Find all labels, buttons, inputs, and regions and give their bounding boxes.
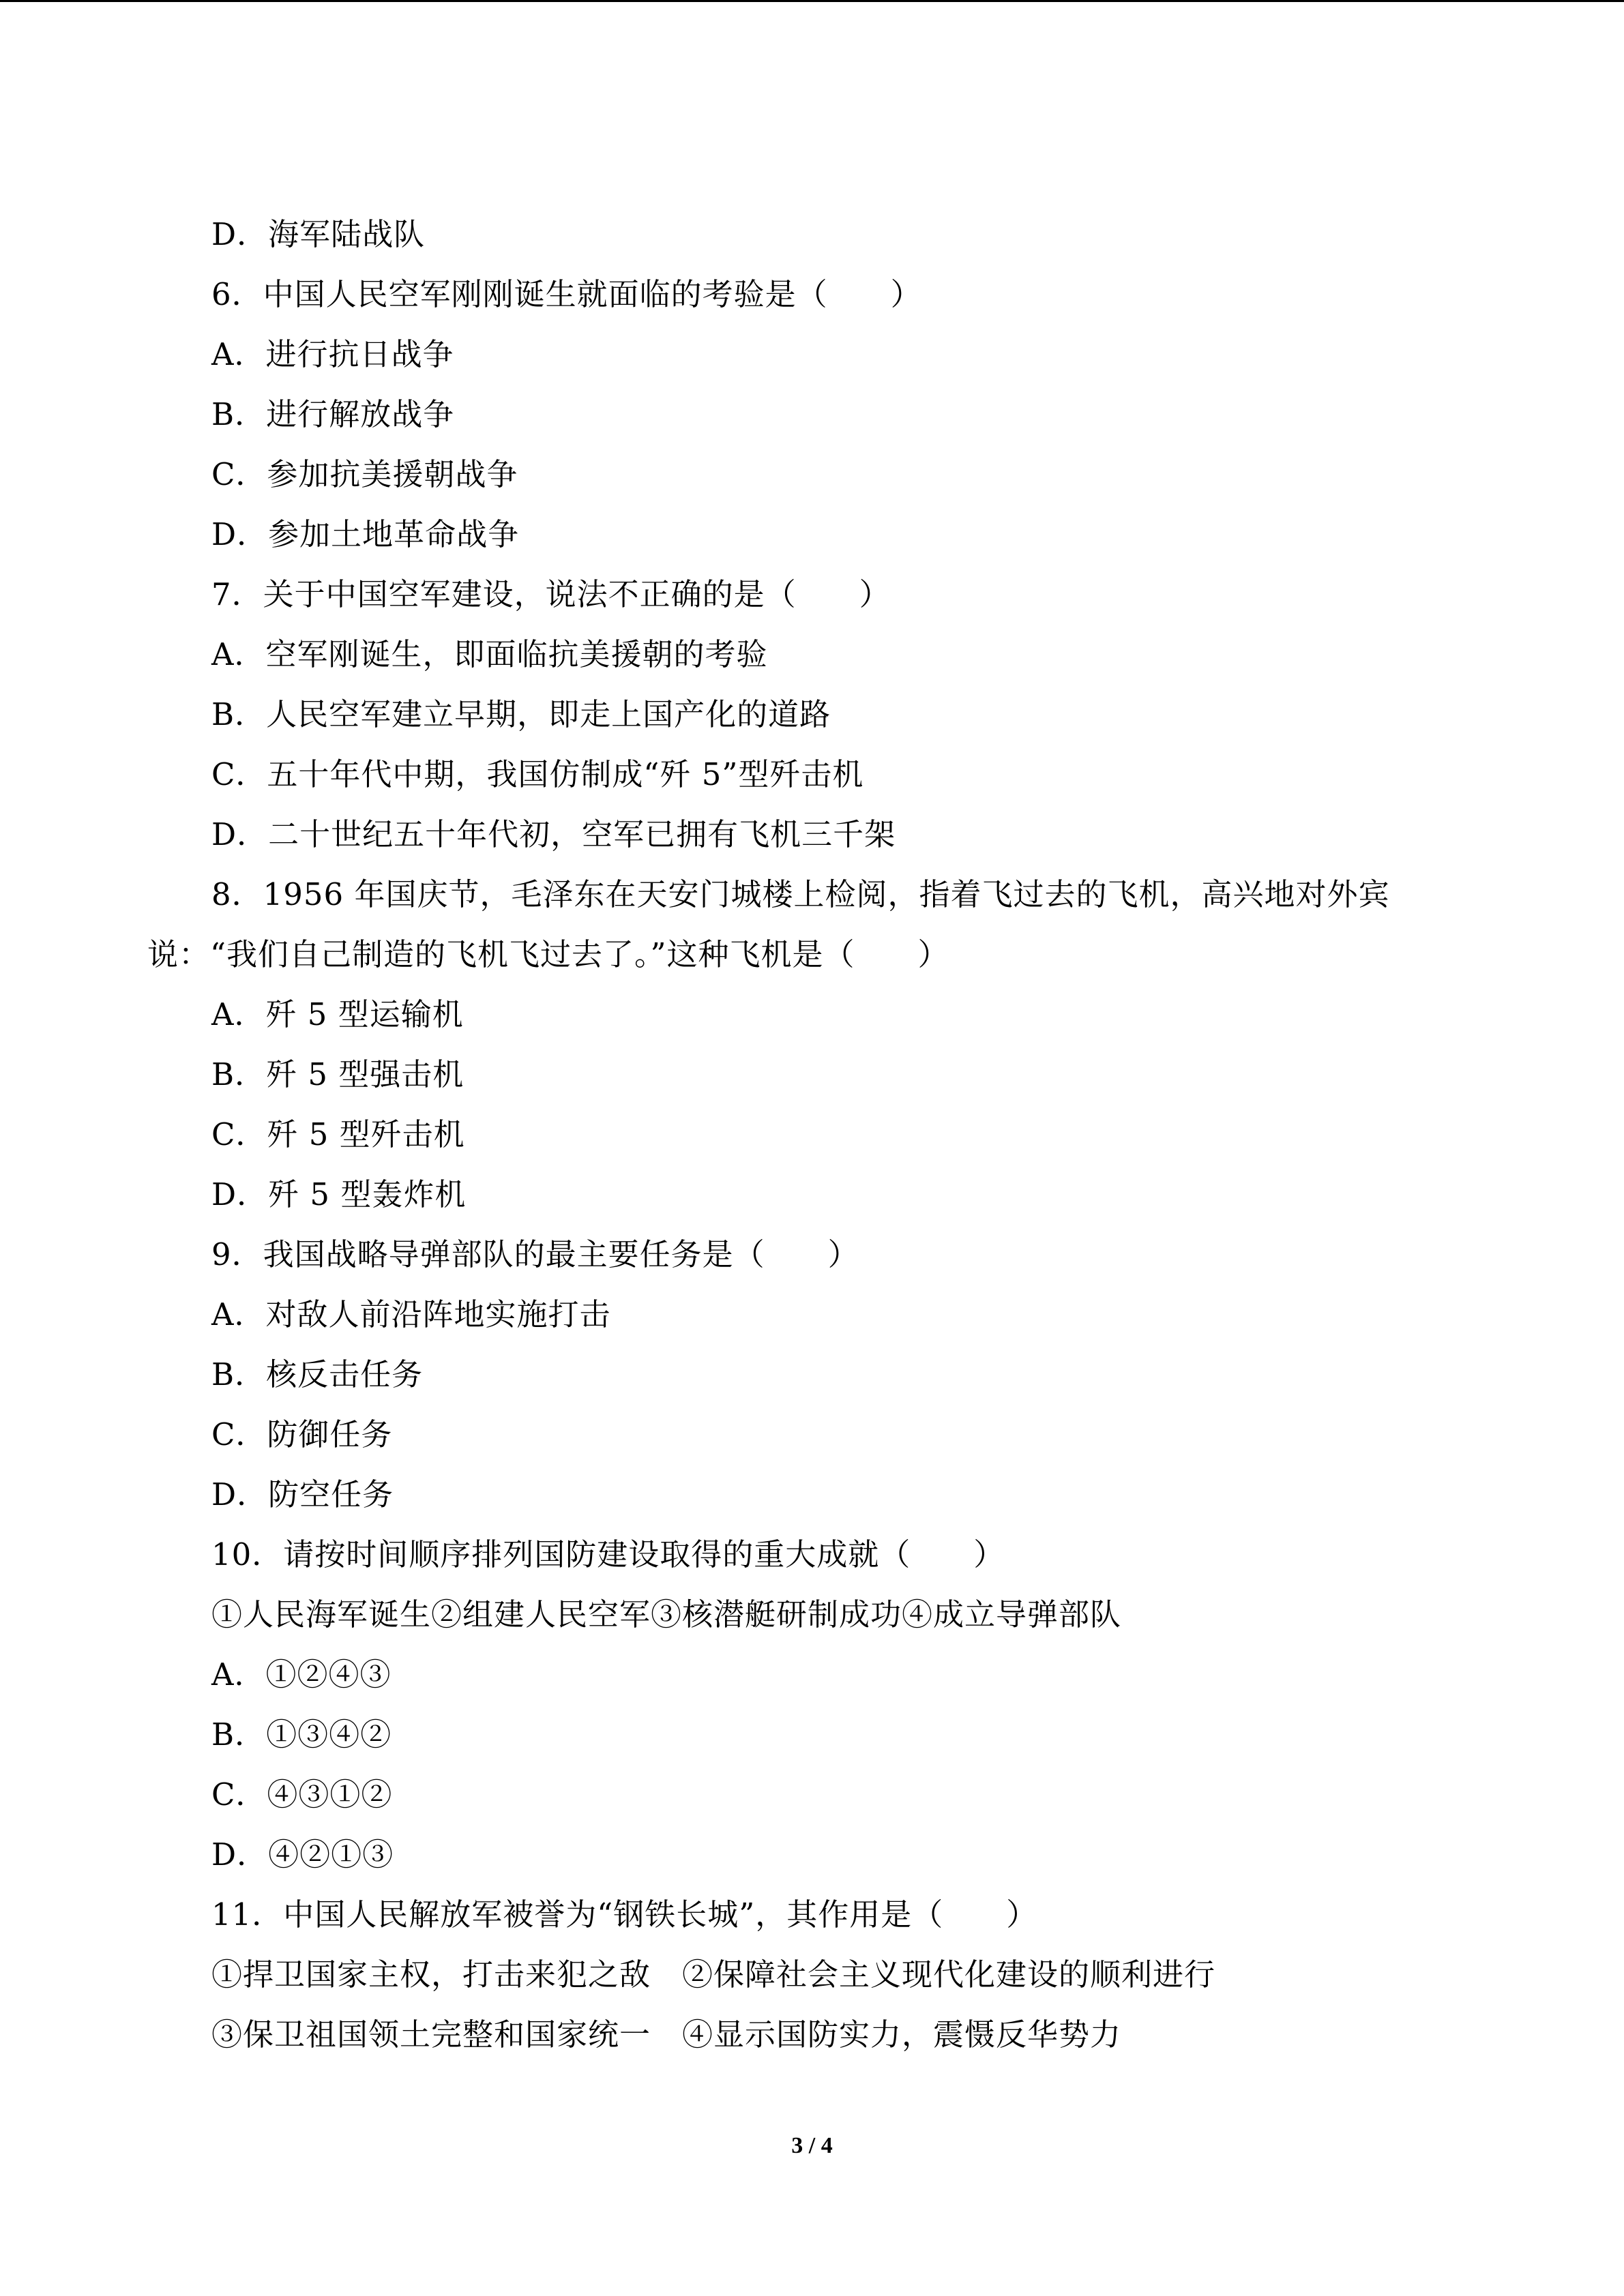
question-11-items-1: ①捍卫国家主权，打击来犯之敌 ②保障社会主义现代化建设的顺利进行 xyxy=(211,1956,1216,1993)
option-7a: A．空军刚诞生，即面临抗美援朝的考验 xyxy=(211,636,768,672)
option-6b: B．进行解放战争 xyxy=(211,396,455,432)
question-8: 8．1956 年国庆节，毛泽东在天安门城楼上检阅，指着飞过去的飞机，高兴地对外宾 xyxy=(211,876,1390,912)
question-6: 6．中国人民空军刚刚诞生就面临的考验是（ ） xyxy=(211,276,922,312)
option-10b: B．①③④② xyxy=(211,1716,392,1753)
question-10: 10．请按时间顺序排列国防建设取得的重大成就（ ） xyxy=(211,1536,1005,1572)
option-9c: C．防御任务 xyxy=(211,1416,393,1452)
question-8-continued: 说：“我们自己制造的飞机飞过去了。”这种飞机是（ ） xyxy=(147,936,949,972)
option-6c: C．参加抗美援朝战争 xyxy=(211,456,518,492)
option-7d: D．二十世纪五十年代初，空军已拥有飞机三千架 xyxy=(211,816,896,852)
question-11: 11．中国人民解放军被誉为“钢铁长城”，其作用是（ ） xyxy=(211,1896,1038,1933)
option-8c: C．歼 5 型歼击机 xyxy=(211,1116,465,1152)
question-7: 7．关于中国空军建设，说法不正确的是（ ） xyxy=(211,576,891,612)
page-top-border xyxy=(0,0,1624,2)
option-8d: D．歼 5 型轰炸机 xyxy=(211,1176,467,1212)
option-6d: D．参加土地革命战争 xyxy=(211,516,520,552)
option-10a: A．①②④③ xyxy=(211,1656,392,1693)
option-9d: D．防空任务 xyxy=(211,1476,394,1512)
page-number: 3 / 4 xyxy=(791,2133,833,2158)
option-10d: D．④②①③ xyxy=(211,1836,394,1873)
option-8a: A．歼 5 型运输机 xyxy=(211,996,464,1032)
option-6a: A．进行抗日战争 xyxy=(211,336,454,372)
question-10-items: ①人民海军诞生②组建人民空军③核潜艇研制成功④成立导弹部队 xyxy=(211,1596,1122,1632)
question-9: 9．我国战略导弹部队的最主要任务是（ ） xyxy=(211,1236,859,1272)
option-8b: B．歼 5 型强击机 xyxy=(211,1056,464,1092)
question-11-items-2: ③保卫祖国领土完整和国家统一 ④显示国防实力，震慑反华势力 xyxy=(211,2016,1122,2053)
option-7b: B．人民空军建立早期，即走上国产化的道路 xyxy=(211,696,831,732)
option-10c: C．④③①② xyxy=(211,1776,393,1813)
option-5d: D．海军陆战队 xyxy=(211,216,426,252)
option-9a: A．对敌人前沿阵地实施打击 xyxy=(211,1296,611,1332)
option-7c: C．五十年代中期，我国仿制成“歼 5”型歼击机 xyxy=(211,756,864,792)
option-9b: B．核反击任务 xyxy=(211,1356,424,1392)
